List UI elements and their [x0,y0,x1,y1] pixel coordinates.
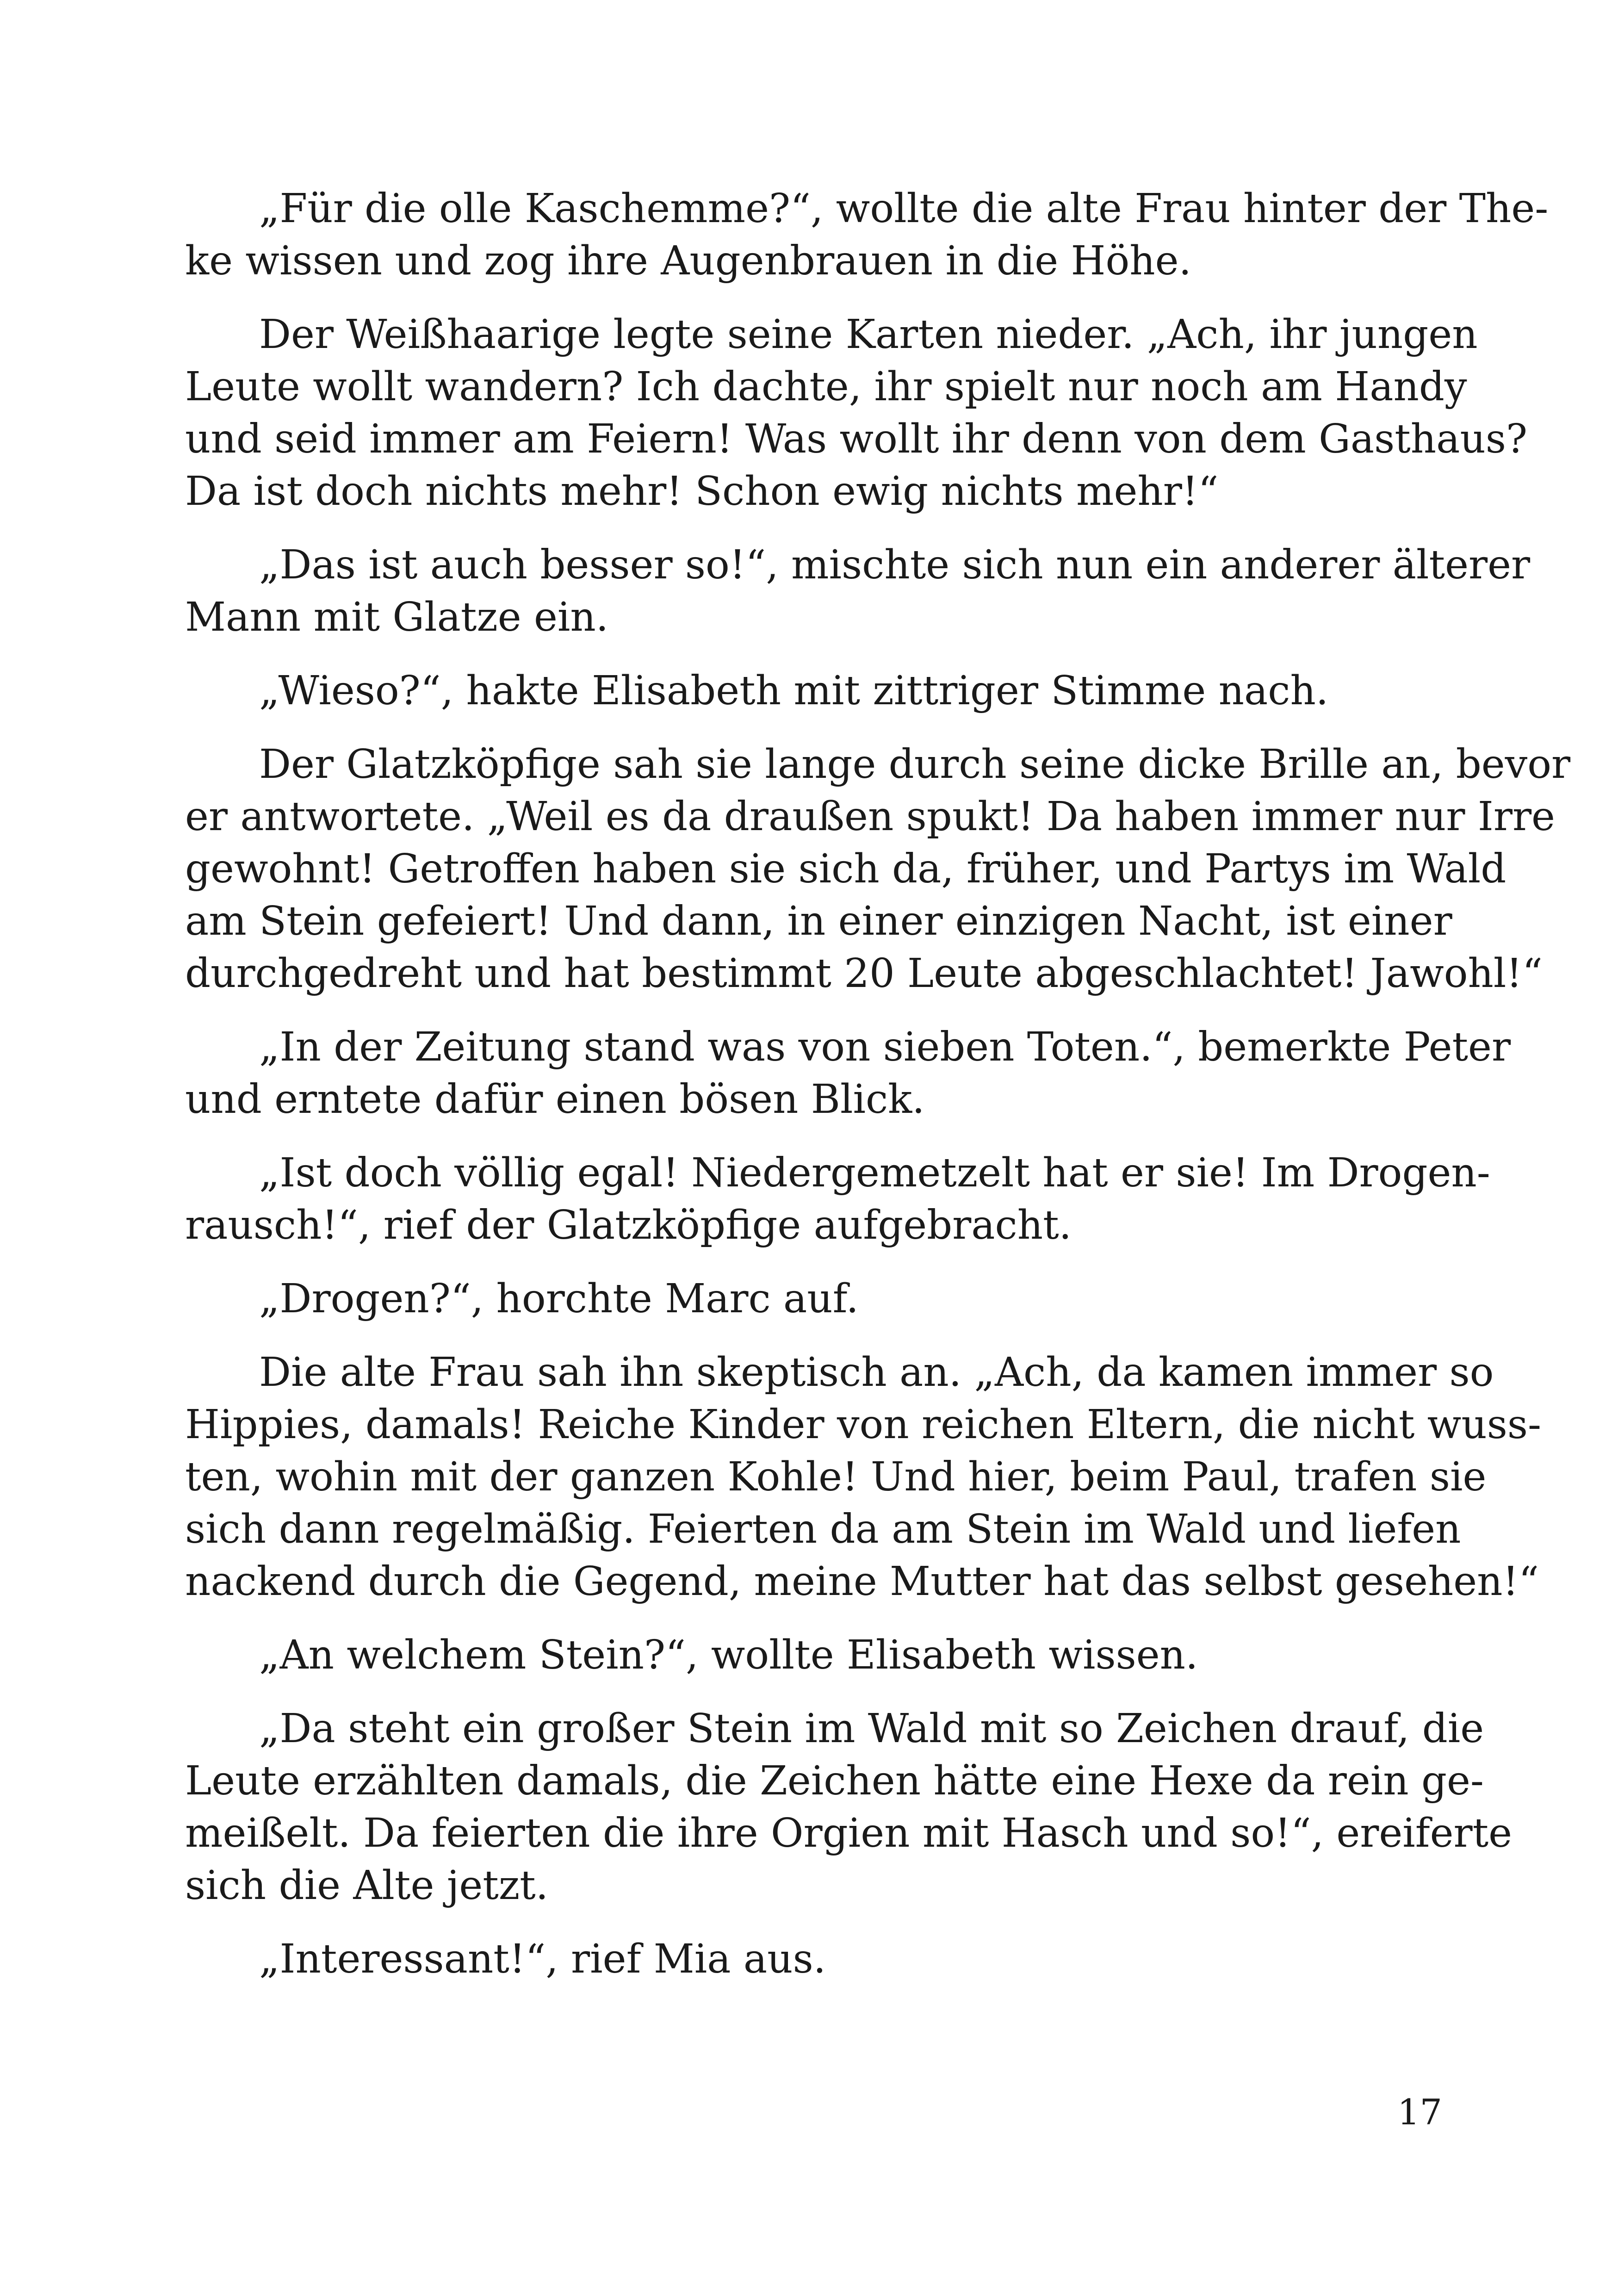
text-line: „Ist doch völlig egal! Niedergemetzelt hat er sie! Im Drogen- [259,1150,1490,1196]
text-line: „An welchem Stein?“, wollte Elisabeth wissen. [259,1632,1198,1678]
paragraph [185,1703,1513,1912]
paragraph-spacing [185,717,1444,738]
text-line: und seid immer am Feiern! Was wollt ihr denn von dem Gasthaus? [185,416,1528,462]
paragraph [185,1629,1444,1682]
paragraph-spacing [185,1000,1444,1021]
paragraph-spacing [185,644,1444,665]
paragraph-spacing [185,1682,1444,1703]
text-line: durchgedreht und hat bestimmt 20 Leute abgeschlachtet! Jawohl!“ [185,950,1543,997]
text-line: ten, wohin mit der ganzen Kohle! Und hier, beim Paul, trafen sie [185,1454,1487,1500]
text-line: am Stein gefeiert! Und dann, in einer einzigen Nacht, ist einer [185,898,1452,944]
paragraph-spacing [185,518,1444,539]
text-line: rausch!“, rief der Glatzköpfige aufgebracht. [185,1202,1072,1248]
paragraph-spacing [185,1252,1444,1273]
text-line: Der Glatzköpfige sah sie lange durch seine dicke Brille an, bevor [259,741,1571,788]
text-line: sich die Alte jetzt. [185,1862,549,1909]
paragraph [185,309,1528,518]
text-line: ke wissen und zog ihre Augenbrauen in die Höhe. [185,238,1191,284]
text-line: „Wieso?“, hakte Elisabeth mit zittriger Stimme nach. [259,668,1329,714]
text-line: „Da steht ein großer Stein im Wald mit so Zeichen drauf, die [259,1706,1484,1752]
text-line: Leute erzählten damals, die Zeichen hätte eine Hexe da rein ge- [185,1758,1484,1804]
paragraph [185,665,1444,717]
paragraph [185,738,1571,1000]
text-line: Die alte Frau sah ihn skeptisch an. „Ach, da kamen immer so [259,1349,1494,1396]
text-line: „In der Zeitung stand was von sieben Toten.“, bemerkte Peter [259,1024,1511,1070]
paragraph [185,539,1531,644]
text-line: „Interessant!“, rief Mia aus. [259,1936,826,1982]
text-line: Mann mit Glatze ein. [185,594,609,640]
paragraph-spacing [185,1912,1444,1933]
text-line: gewohnt! Getroffen haben sie sich da, früher, und Partys im Wald [185,846,1506,892]
paragraph [185,183,1549,287]
paragraph [185,1273,1444,1325]
text-line: nackend durch die Gegend, meine Mutter hat das selbst gesehen!“ [185,1558,1539,1605]
text-line: sich dann regelmäßig. Feierten da am Stein im Wald und liefen [185,1506,1461,1552]
text-line: er antwortete. „Weil es da draußen spukt! Da haben immer nur Irre [185,794,1555,840]
text-line: Da ist doch nichts mehr! Schon ewig nichts mehr!“ [185,468,1219,515]
paragraph-spacing [185,287,1444,309]
text-line: Hippies, damals! Reiche Kinder von reichen Eltern, die nicht wuss- [185,1402,1542,1448]
text-line: „Das ist auch besser so!“, mischte sich nun ein anderer älterer [259,542,1531,588]
text-line: „Drogen?“, horchte Marc auf. [259,1276,859,1322]
paragraph [185,1347,1542,1608]
text-line: Der Weißhaarige legte seine Karten nieder. „Ach, ihr jungen [259,311,1478,358]
paragraph [185,1147,1490,1252]
text-line: „Für die olle Kaschemme?“, wollte die alte Frau hinter der The- [259,186,1549,232]
paragraph [185,1933,1444,1986]
page-number: 17 [1397,2091,1442,2133]
paragraph [185,1021,1511,1126]
text-line: Leute wollt wandern? Ich dachte, ihr spielt nur noch am Handy [185,364,1467,410]
body-text [185,183,1571,1986]
paragraph-spacing [185,1126,1444,1147]
paragraph-spacing [185,1608,1444,1629]
text-line: und erntete dafür einen bösen Blick. [185,1076,925,1123]
paragraph-spacing [185,1325,1444,1347]
text-line: meißelt. Da feierten die ihre Orgien mit Hasch und so!“, ereiferte [185,1810,1513,1856]
